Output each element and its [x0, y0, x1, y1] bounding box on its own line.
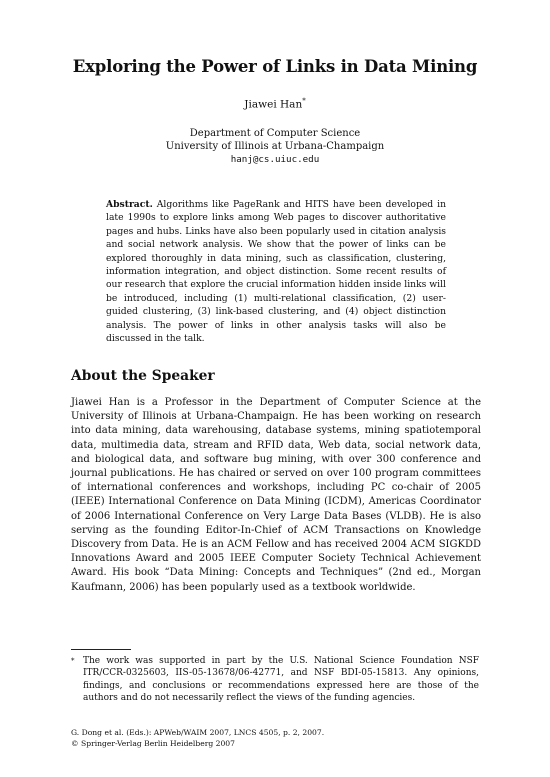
author-footnote-mark: * — [302, 97, 306, 105]
citation-block — [71, 728, 324, 749]
abstract-text: Algorithms like PageRank and HITS have been developed in late 1990s to explore links among Web pages to discover authoritative pages and hubs. Links have also been popularly used in citation analysis and social network analysis. We show that the power of links can be explored thoroughly in data mining, such as classification, clustering, information integration, and object distinction. Some recent results of our research that explore the crucial information hidden inside links will be introduced, including (1) multi-relational classification, (2) user-guided clustering, (3) link-based clustering, and (4) object distinction analysis. The power of links in other analysis tasks will also be discussed in the talk. — [106, 199, 446, 345]
citation-line-1: G. Dong et al. (Eds.): APWeb/WAIM 2007, LNCS 4505, p. 2, 2007. — [71, 728, 325, 737]
author-email: hanj@cs.uiuc.edu — [230, 154, 320, 166]
author-line — [0, 97, 550, 111]
affiliation-block — [0, 127, 550, 167]
affiliation-university: University of Illinois at Urbana-Champaign — [165, 141, 385, 153]
abstract-label: Abstract. — [106, 199, 153, 210]
section-heading: About the Speaker — [71, 368, 215, 384]
abstract — [106, 198, 446, 345]
footnote — [71, 655, 481, 705]
speaker-bio: Jiawei Han is a Professor in the Department of Computer Science at the University of Illinois at Urbana-Champaign. He has been working on research into data mining, data warehousing, database systems, mining spatiotemporal data, multimedia data, stream and RFID data, Web data, social network data, and biological data, and software bug mining, with over 300 conference and journal publications. He has chaired or served on over 100 program committees of international conferences and workshops, including PC co-chair of 2005 (IEEE) International Conference on Data Mining (ICDM), Americas Coordinator of 2006 International Conference on Very Large Data Bases (VLDB). He is also serving as the founding Editor-In-Chief of ACM Transactions on Knowledge Discovery from Data. He is an ACM Fellow and has received 2004 ACM SIGKDD Innovations Award and 2005 IEEE Computer Society Technical Achievement Award. His book “Data Mining: Concepts and Techniques” (2nd ed., Morgan Kaufmann, 2006) has been popularly used as a textbook worldwide. — [71, 397, 481, 593]
paper-title: Exploring the Power of Links in Data Mining — [72, 57, 478, 76]
citation-line-2: © Springer-Verlag Berlin Heidelberg 2007 — [71, 738, 235, 748]
footnote-text: The work was supported in part by the U.S. National Science Foundation NSF ITR/CCR-0325603, IIS-05-13678/06-42771, and NSF BDI-05-15813. Any opinions, findings, and conclusions or recommendations expressed here are those of the authors and do not necessarily reflect the views of the funding agencies. — [83, 656, 479, 704]
footnote-divider — [71, 649, 131, 650]
footnote-mark: * — [71, 657, 75, 665]
affiliation-department: Department of Computer Science — [189, 128, 361, 139]
author-name: Jiawei Han — [244, 98, 303, 111]
